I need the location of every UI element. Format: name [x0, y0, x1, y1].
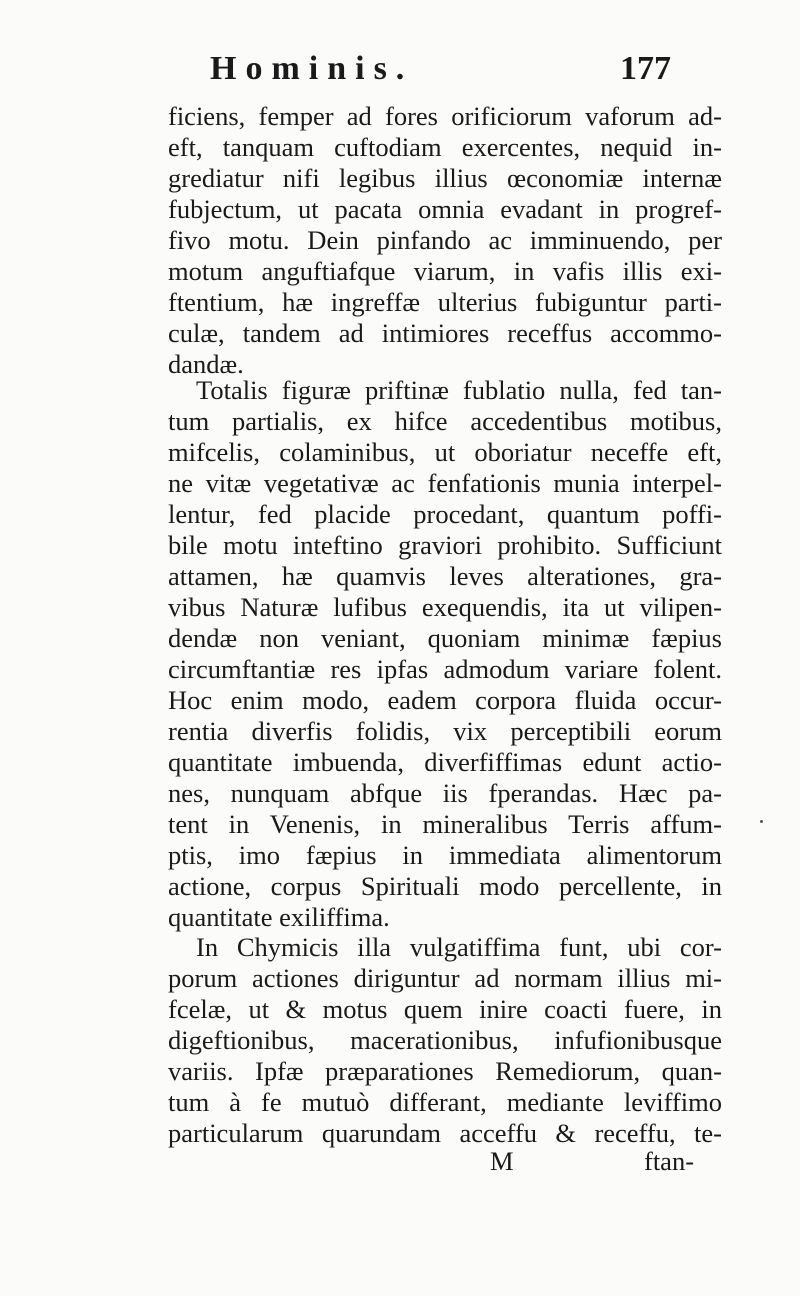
text-line: quantitate exiliffima. [168, 902, 390, 932]
text-line: circumftantiæ res ipfas admodum variare folent. [168, 654, 722, 684]
text-line: lentur, fed placide procedant, quantum poffi- [168, 499, 722, 529]
text-line: Hoc enim modo, eadem corpora fluida occur- [168, 685, 722, 715]
text-line: fivo motu. Dein pinfando ac imminuendo, per [168, 225, 722, 255]
text-line: ptis, imo fæpius in immediata alimentorum [168, 840, 722, 870]
text-line: quantitate imbuenda, diverfiffimas edunt actio- [168, 747, 722, 777]
signature-mark: M [490, 1146, 514, 1176]
text-line: bile motu inteftino graviori prohibito. Sufficiunt [168, 530, 722, 560]
text-line: particularum quarundam acceffu & receffu, te- [168, 1118, 722, 1148]
text-line: vibus Naturæ lufibus exequendis, ita ut vilipen- [168, 592, 722, 622]
running-title: Hominis. [210, 50, 414, 87]
text-line: ne vitæ vegetativæ ac fenfationis munia interpel- [168, 468, 722, 498]
text-line: variis. Ipfæ præparationes Remediorum, quan- [168, 1056, 722, 1086]
text-line: mifcelis, colaminibus, ut oboriatur neceffe eft, [168, 437, 722, 467]
text-line: tent in Venenis, in mineralibus Terris affum- [168, 809, 722, 839]
ink-speck [760, 820, 763, 823]
text-line: porum actiones diriguntur ad normam illius mi- [168, 963, 722, 993]
text-line: motum anguftiafque viarum, in vafis illis exi- [168, 256, 722, 286]
text-line: grediatur nifi legibus illius œconomiæ internæ [168, 163, 722, 193]
text-line: actione, corpus Spirituali modo percellente, in [168, 871, 722, 901]
text-line: culæ, tandem ad intimiores receffus accommo- [168, 318, 722, 348]
text-line: nes, nunquam abfque iis fperandas. Hæc pa- [168, 778, 722, 808]
text-line: tum à fe mutuò differant, mediante leviffimo [168, 1087, 722, 1117]
text-line: attamen, hæ quamvis leves alterationes, gra- [168, 561, 722, 591]
text-line: ficiens, femper ad fores orificiorum vaforum ad- [168, 101, 722, 131]
text-line: fubjectum, ut pacata omnia evadant in progref- [168, 194, 722, 224]
text-line: dendæ non veniant, quoniam minimæ fæpius [168, 623, 722, 653]
catchword: ftan- [644, 1146, 695, 1176]
text-line: eft, tanquam cuftodiam exercentes, nequid in- [168, 132, 722, 162]
paragraph-start-line: Totalis figuræ priftinæ fublatio nulla, fed tan- [196, 375, 722, 405]
paragraph-start-line: In Chymicis illa vulgatiffima funt, ubi cor- [196, 932, 722, 962]
text-line: ftentium, hæ ingreffæ ulterius fubiguntur parti- [168, 287, 722, 317]
page-number: 177 [620, 50, 671, 87]
text-line: dandæ. [168, 349, 244, 379]
text-line: tum partialis, ex hifce accedentibus motibus, [168, 406, 722, 436]
text-line: rentia diverfis folidis, vix perceptibili eorum [168, 716, 722, 746]
running-head [0, 44, 800, 94]
text-line: fcelæ, ut & motus quem inire coacti fuere, in [168, 994, 722, 1024]
text-line: digeftionibus, macerationibus, infufionibusque [168, 1025, 722, 1055]
